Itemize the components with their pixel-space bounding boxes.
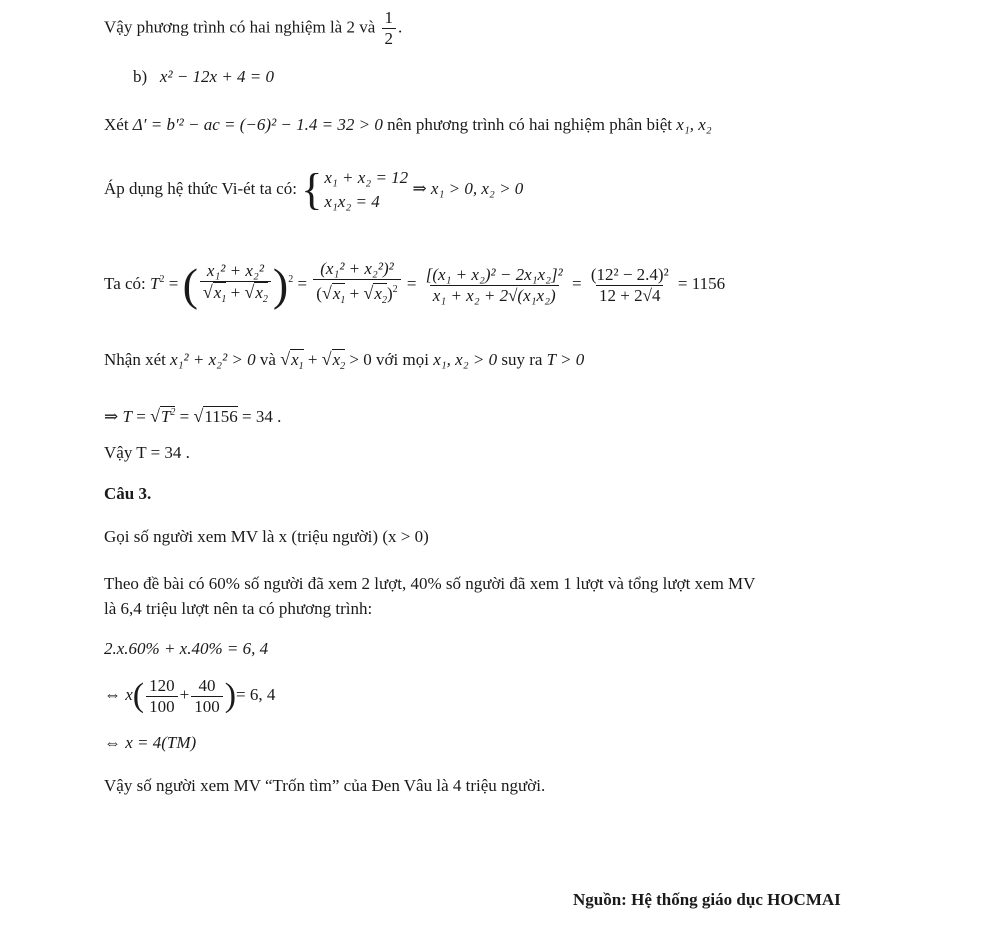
line-conclusion-t: Vậy T = 34 . — [104, 443, 190, 462]
line-problem-1: Theo đề bài có 60% số người đã xem 2 lượt, 40% số người đã xem 1 lượt và tổng lượt xem MV — [104, 574, 756, 593]
fraction-1: $\frac{\text{x₁² + x₂²}}{√x_1 + √x_2}$ — [200, 261, 271, 310]
line-conclusion-a: Vậy phương trình có hai nghiệm là 2 và $\frac{1}{2}$ . — [104, 8, 403, 48]
line-discriminant: Xét Δ′ = b′² − ac = (−6)² − 1.4 = 32 > 0 nên phương trình có hai nghiệm phân biệt x₁, x₂ — [104, 115, 712, 134]
line-vieta: Áp dụng hệ thức Vi-ét ta có: { x₁ + x₂ = 12 x₁x₂ = 4 ⇒ x₁ > 0, x₂ > 0 — [104, 165, 524, 215]
fraction-3: $\frac{\text{[(x₁ + x₂)² − 2x₁x₂]²}}{\text{x₁ + x₂ + 2√(x₁x₂)}}$ — [425, 264, 563, 305]
line-t-value: ⇒ $T = √T^2 = √1156 = 34$ . — [104, 406, 282, 426]
fraction-2: $\frac{\text{(x₁² + x₂²)²}}{(√x_1 + √x_2)^2}$ — [313, 259, 400, 311]
fraction-4: $\frac{\text{(12² − 2.4)²}}{12 + 2√4}$ — [590, 264, 669, 305]
line-define-x: Gọi số người xem MV là x (triệu người) (x > 0) — [104, 527, 429, 546]
question-3-heading: Câu 3. — [104, 484, 152, 503]
line-equation: 2.x.60% + x.40% = 6, 4 — [104, 639, 269, 658]
line-solution: ⇔ x = 4(TM) — [104, 733, 197, 752]
vieta-system: x₁ + x₂ = 12 x₁x₂ = 4 — [324, 168, 409, 212]
line-problem-2: là 6,4 triệu lượt nên ta có phương trình: — [104, 599, 373, 618]
line-part-b: b) x² − 12x + 4 = 0 — [133, 67, 275, 86]
line-remark: Nhận xét x₁² + x₂² > 0 và $√x_1 + √x_2 > 0$ với mọi x₁, x₂ > 0 suy ra T > 0 — [104, 349, 585, 372]
line-t-squared: Ta có: $T^2$ = ( $\frac{\text{x₁² + x₂²}}{√x_1 + √x_2}$ )$^2$ = $\frac{\text{(x₁² + x₂²)²}}{(√x_1 + √x_2)^2}$ = $\frac{\text{[(x₁ + x₂)² − 2x₁x₂]²}}{\text{x₁ + x₂ + 2√(x₁x₂)}}$ = $\frac{\text{(12² − 2.4)²}}{12 + 2√4}$ = 1156 — [104, 259, 726, 311]
source-credit: Nguồn: Hệ thống giáo dục HOCMAI — [573, 890, 841, 909]
line-final-answer: Vậy số người xem MV “Trốn tìm” của Đen Vâu là 4 triệu người. — [104, 776, 546, 795]
fraction-one-half: $\frac{1}{2}$ — [382, 8, 397, 49]
line-equation-step: ⇔ x( $\frac{120}{100}$ + $\frac{40}{100}$ )= 6, 4 — [104, 675, 276, 716]
